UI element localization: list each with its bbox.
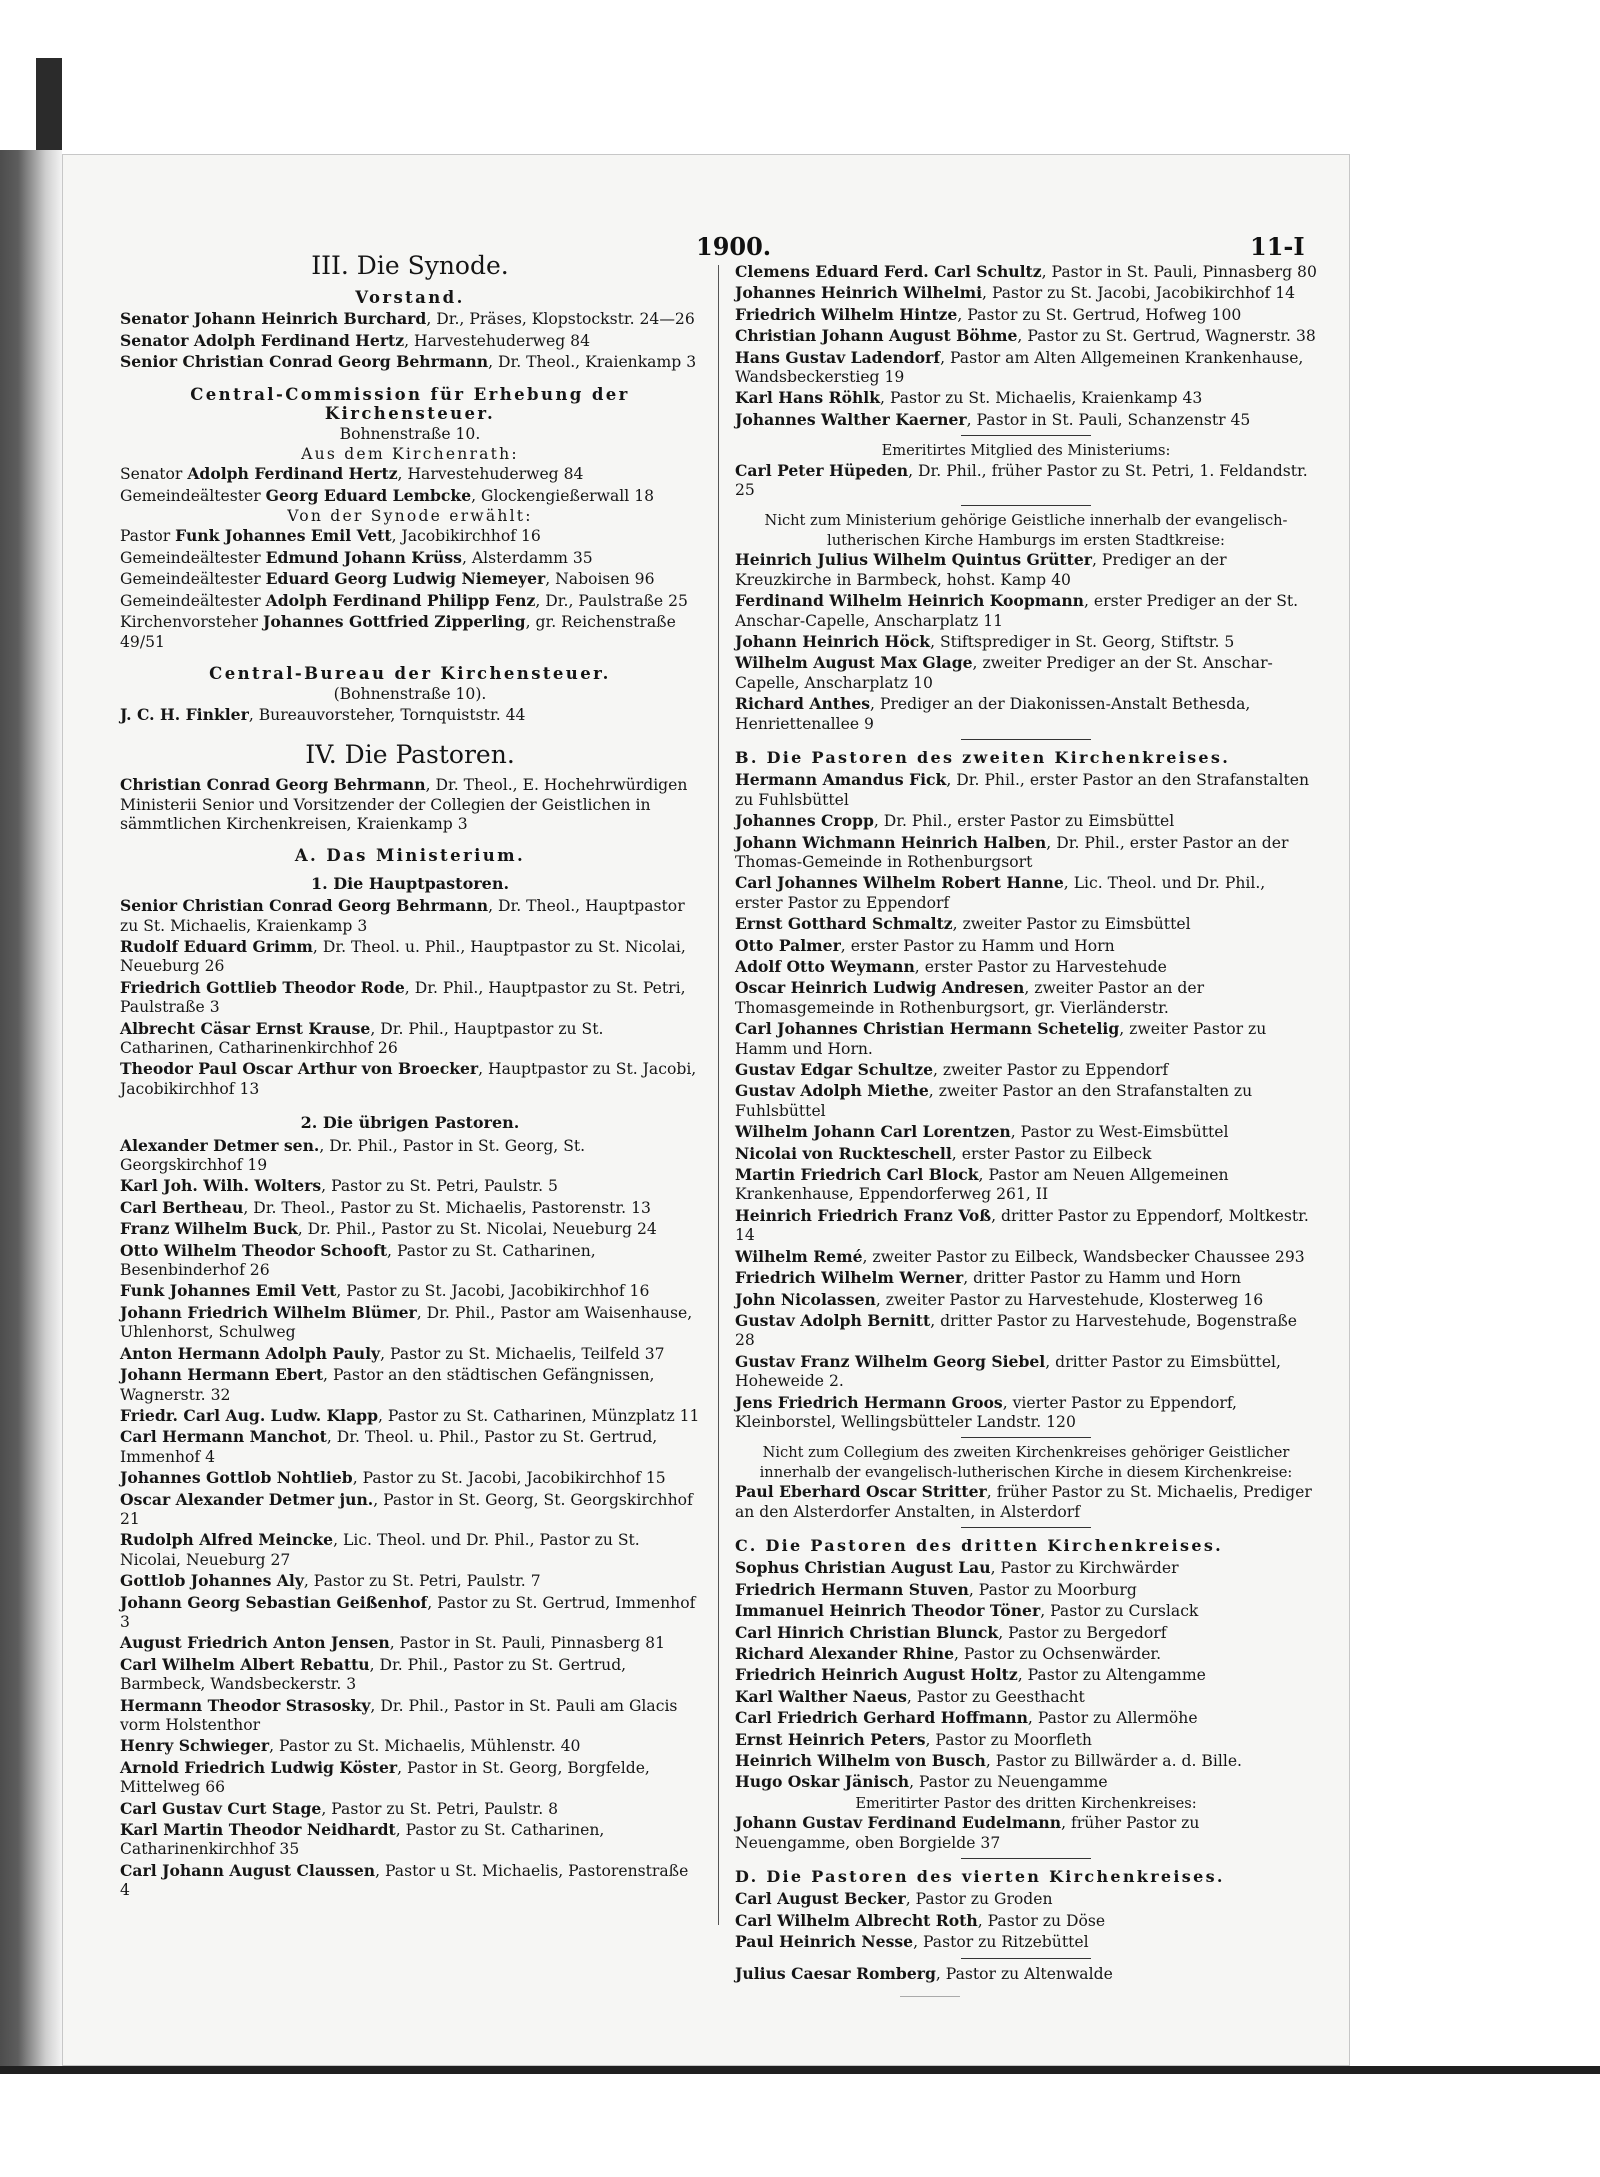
- directory-entry: Gemeindeältester Edmund Johann Krüss, Alsterdamm 35: [120, 547, 593, 567]
- directory-entry: Gemeindeältester Eduard Georg Ludwig Niemeyer, Naboisen 96: [120, 569, 655, 589]
- directory-entry: Rudolf Eduard Grimm, Dr. Theol. u. Phil., Hauptpastor zu St. Nicolai, Neueburg 26: [120, 936, 686, 976]
- directory-entry: Carl Johann August Claussen, Pastor u St. Michaelis, Pastorenstraße 4: [120, 1860, 689, 1900]
- separator-rule: [961, 505, 1091, 506]
- directory-entry: Wilhelm Remé, zweiter Pastor zu Eilbeck, Wandsbecker Chaussee 293: [735, 1246, 1305, 1266]
- directory-entry: Karl Joh. Wilh. Wolters, Pastor zu St. Petri, Paulstr. 5: [120, 1176, 558, 1196]
- directory-entry: Senator Adolph Ferdinand Hertz, Harvestehuderweg 84: [120, 330, 591, 350]
- synode-label: Von der Synode erwählt:: [287, 507, 533, 526]
- directory-entry: Hermann Amandus Fick, Dr. Phil., erster Pastor an den Strafanstalten zu Fuhlsbüttel: [735, 770, 1309, 809]
- synode-list: [120, 526, 700, 651]
- scan-border-top: [36, 58, 62, 158]
- directory-entry: Karl Martin Theodor Neidhardt, Pastor zu St. Catharinen, Catharinenkirchhof 35: [120, 1820, 605, 1859]
- directory-entry: Friedrich Gottlieb Theodor Rode, Dr. Phil., Hauptpastor zu St. Petri, Paulstraße 3: [120, 977, 686, 1017]
- directory-entry: Heinrich Julius Wilhelm Quintus Grütter, Prediger an der Kreuzkirche in Barmbeck, hohst. Kamp 40: [735, 550, 1227, 589]
- directory-entry: Karl Walther Naeus, Pastor zu Geesthacht: [735, 1686, 1085, 1706]
- bureau-title: Central-Bureau der Kirchensteuer.: [209, 663, 611, 683]
- directory-entry: Johann Georg Sebastian Geißenhof, Pastor zu St. Gertrud, Immenhof 3: [120, 1592, 696, 1631]
- directory-entry: Carl Bertheau, Dr. Theol., Pastor zu St. Michaelis, Pastorenstr. 13: [120, 1197, 651, 1217]
- section-d-list: [735, 1889, 1317, 1952]
- directory-entry: Oscar Heinrich Ludwig Andresen, zweiter Pastor an der Thomasgemeinde in Rothenburgsort, gr. Vierländerstr.: [735, 978, 1205, 1017]
- running-head-year: 1900.: [696, 232, 772, 261]
- separator-rule: [961, 1858, 1091, 1859]
- column-divider: [718, 265, 719, 1925]
- directory-entry: John Nicolassen, zweiter Pastor zu Harvestehude, Klosterweg 16: [735, 1289, 1264, 1309]
- kirchenrath-list: [120, 464, 700, 506]
- hauptpastoren-title: 1. Die Hauptpastoren.: [310, 873, 510, 893]
- vorstand-title: Vorstand.: [355, 288, 465, 307]
- directory-entry: Carl August Becker, Pastor zu Groden: [735, 1889, 1053, 1909]
- directory-entry: Arnold Friedrich Ludwig Köster, Pastor in St. Georg, Borgfelde, Mittelweg 66: [120, 1757, 650, 1797]
- bureau-address: (Bohnenstraße 10).: [333, 685, 487, 704]
- directory-entry: Henry Schwieger, Pastor zu St. Michaelis, Mühlenstr. 40: [120, 1736, 581, 1756]
- separator-rule: [961, 739, 1091, 740]
- directory-entry: Carl Wilhelm Albert Rebattu, Dr. Phil., Pastor zu St. Gertrud, Barmbeck, Wandsbeckerstr. 3: [120, 1654, 627, 1694]
- uebrige-list: [120, 1136, 700, 1901]
- directory-entry: Hugo Oskar Jänisch, Pastor zu Neuengamme: [735, 1772, 1108, 1792]
- ministerium-title: A. Das Ministerium.: [294, 846, 526, 866]
- section-b-title: B. Die Pastoren des zweiten Kirchenkreises.: [735, 747, 1231, 767]
- directory-entry: Sophus Christian August Lau, Pastor zu Kirchwärder: [735, 1558, 1179, 1578]
- directory-entry: Friedrich Heinrich August Holtz, Pastor zu Altengamme: [735, 1665, 1206, 1685]
- separator-rule: [961, 1527, 1091, 1528]
- c-emeritus-label: Emeritirter Pastor des dritten Kirchenkreises:: [855, 1794, 1197, 1812]
- directory-entry: Carl Hermann Manchot, Dr. Theol. u. Phil., Pastor zu St. Gertrud, Immenhof 4: [120, 1427, 658, 1466]
- directory-entry: Otto Wilhelm Theodor Schooft, Pastor zu St. Catharinen, Besenbinderhof 26: [120, 1240, 596, 1280]
- directory-entry: Johannes Cropp, Dr. Phil., erster Pastor zu Eimsbüttel: [735, 811, 1175, 831]
- directory-entry: Christian Johann August Böhme, Pastor zu St. Gertrud, Wagnerstr. 38: [735, 326, 1316, 346]
- pastoren-intro: [120, 775, 700, 834]
- directory-entry: Friedr. Carl Aug. Ludw. Klapp, Pastor zu St. Catharinen, Münzplatz 11: [120, 1405, 700, 1425]
- directory-entry: Gustav Edgar Schultze, zweiter Pastor zu Eppendorf: [735, 1060, 1169, 1080]
- section-c-title: C. Die Pastoren des dritten Kirchenkreises.: [735, 1535, 1223, 1555]
- directory-entry: Carl Johannes Wilhelm Robert Hanne, Lic. Theol. und Dr. Phil., erster Pastor zu Eppendorf: [735, 873, 1266, 912]
- directory-entry: Martin Friedrich Carl Block, Pastor am Neuen Allgemeinen Krankenhause, Eppendorferweg 261, II: [735, 1165, 1229, 1204]
- directory-entry: Gustav Adolph Miethe, zweiter Pastor an den Strafanstalten zu Fuhlsbüttel: [735, 1081, 1253, 1120]
- directory-entry: Paul Heinrich Nesse, Pastor zu Ritzebüttel: [735, 1932, 1089, 1952]
- scan-edge-left: [0, 150, 62, 2068]
- directory-entry: Carl Friedrich Gerhard Hoffmann, Pastor zu Allermöhe: [735, 1708, 1198, 1728]
- section-d-title: D. Die Pastoren des vierten Kirchenkreises.: [735, 1867, 1225, 1887]
- directory-entry: Senator Johann Heinrich Burchard, Dr., Präses, Klopstockstr. 24—26: [120, 309, 695, 329]
- directory-entry: Jens Friedrich Hermann Groos, vierter Pastor zu Eppendorf, Kleinborstel, Wellingsbütteler Landstr. 120: [735, 1392, 1237, 1431]
- directory-entry: Johannes Walther Kaerner, Pastor in St. Pauli, Schanzenstr 45: [735, 409, 1251, 429]
- final-list: [735, 1964, 1317, 1984]
- directory-entry: Johannes Heinrich Wilhelmi, Pastor zu St. Jacobi, Jacobikirchhof 14: [735, 283, 1296, 303]
- commission-address: Bohnenstraße 10.: [339, 425, 481, 444]
- directory-entry: Carl Hinrich Christian Blunck, Pastor zu Bergedorf: [735, 1622, 1167, 1642]
- directory-entry: Carl Peter Hüpeden, Dr. Phil., früher Pastor zu St. Petri, 1. Feldandstr. 25: [735, 460, 1308, 500]
- directory-entry: Oscar Alexander Detmer jun., Pastor in St. Georg, St. Georgskirchhof 21: [120, 1489, 693, 1528]
- directory-entry: Ernst Gotthard Schmaltz, zweiter Pastor zu Eimsbüttel: [735, 914, 1191, 934]
- right-column: [735, 242, 1317, 1997]
- directory-entry: Franz Wilhelm Buck, Dr. Phil., Pastor zu St. Nicolai, Neueburg 24: [120, 1219, 657, 1239]
- directory-entry: Johann Hermann Ebert, Pastor an den städtischen Gefängnissen, Wagnerstr. 32: [120, 1365, 655, 1404]
- directory-entry: Gemeindeältester Adolph Ferdinand Philipp Fenz, Dr., Paulstraße 25: [120, 590, 688, 610]
- section-title-synode: III. Die Synode.: [311, 251, 509, 280]
- directory-entry: Wilhelm August Max Glage, zweiter Prediger an der St. Anschar-Capelle, Anscharplatz 10: [735, 653, 1273, 692]
- directory-entry: Theodor Paul Oscar Arthur von Broecker, Hauptpastor zu St. Jacobi, Jacobikirchhof 13: [120, 1059, 697, 1098]
- directory-entry: Johann Gustav Ferdinand Eudelmann, früher Pastor zu Neuengamme, oben Borgielde 37: [735, 1813, 1200, 1852]
- separator-rule: [961, 435, 1091, 436]
- directory-entry: Johann Heinrich Höck, Stiftsprediger in St. Georg, Stiftstr. 5: [735, 631, 1235, 651]
- directory-entry: Friedrich Hermann Stuven, Pastor zu Moorburg: [735, 1579, 1137, 1599]
- directory-entry: Immanuel Heinrich Theodor Töner, Pastor zu Curslack: [735, 1601, 1199, 1621]
- nicht-collegium-list: [735, 1482, 1317, 1522]
- directory-entry: Anton Hermann Adolph Pauly, Pastor zu St. Michaelis, Teilfeld 37: [120, 1343, 665, 1363]
- emeritus-list: [735, 461, 1317, 501]
- directory-entry: Alexander Detmer sen., Dr. Phil., Pastor in St. Georg, St. Georgskirchhof 19: [120, 1135, 586, 1175]
- c-emeritus-list: [735, 1813, 1317, 1853]
- directory-entry: Karl Hans Röhlk, Pastor zu St. Michaelis, Kraienkamp 43: [735, 388, 1203, 408]
- commission-title: Central-Commission für Erhebung der Kirchensteuer.: [190, 384, 630, 424]
- directory-entry: Friedrich Wilhelm Werner, dritter Pastor zu Hamm und Horn: [735, 1268, 1242, 1288]
- directory-entry: Friedrich Wilhelm Hintze, Pastor zu St. Gertrud, Hofweg 100: [735, 304, 1242, 324]
- emeritus-label: Emeritirtes Mitglied des Ministeriums:: [881, 442, 1171, 460]
- pencil-mark: [900, 1996, 960, 1997]
- nicht-collegium-label: Nicht zum Collegium des zweiten Kirchenkreises gehöriger Geistlicher innerhalb der evangelisch-lutherischen Kirche in diesem Kirchenkreise:: [759, 1444, 1293, 1481]
- directory-entry: Carl Johannes Christian Hermann Schetelig, zweiter Pastor zu Hamm und Horn.: [735, 1019, 1267, 1058]
- directory-entry: Pastor Funk Johannes Emil Vett, Jacobikirchhof 16: [120, 526, 541, 546]
- nicht-ministerium-list: [735, 550, 1317, 734]
- directory-entry: Gustav Franz Wilhelm Georg Siebel, dritter Pastor zu Eimsbüttel, Hoheweide 2.: [735, 1351, 1281, 1391]
- page-number: 11-I: [1250, 232, 1305, 261]
- directory-entry: Clemens Eduard Ferd. Carl Schultz, Pastor in St. Pauli, Pinnasberg 80: [735, 262, 1317, 281]
- directory-entry: Otto Palmer, erster Pastor zu Hamm und Horn: [735, 935, 1115, 955]
- directory-entry: Johann Friedrich Wilhelm Blümer, Dr. Phil., Pastor am Waisenhause, Uhlenhorst, Schulweg: [120, 1302, 693, 1342]
- directory-entry: Gottlob Johannes Aly, Pastor zu St. Petri, Paulstr. 7: [120, 1571, 541, 1591]
- directory-entry: Julius Caesar Romberg, Pastor zu Altenwalde: [735, 1963, 1113, 1983]
- section-c-list: [735, 1558, 1317, 1792]
- directory-entry: Funk Johannes Emil Vett, Pastor zu St. Jacobi, Jacobikirchhof 16: [120, 1281, 650, 1301]
- directory-entry: Hans Gustav Ladendorf, Pastor am Alten Allgemeinen Krankenhause, Wandsbeckerstieg 19: [735, 347, 1304, 387]
- directory-entry: Senior Christian Conrad Georg Behrmann, Dr. Theol., Kraienkamp 3: [120, 352, 697, 372]
- directory-entry: Ernst Heinrich Peters, Pastor zu Moorfleth: [735, 1729, 1092, 1749]
- directory-entry: Christian Conrad Georg Behrmann, Dr. Theol., E. Hochehrwürdigen Ministerii Senior und Vorsitzender der Collegien der Geistlichen in sämmtlichen Kirchenkreisen, Kraienkamp 3: [120, 775, 688, 833]
- scan-edge-bottom: [0, 2066, 1600, 2074]
- directory-entry: Carl Wilhelm Albrecht Roth, Pastor zu Döse: [735, 1910, 1106, 1930]
- directory-entry: J. C. H. Finkler, Bureauvorsteher, Tornquiststr. 44: [120, 704, 526, 724]
- directory-entry: Senior Christian Conrad Georg Behrmann, Dr. Theol., Hauptpastor zu St. Michaelis, Kraienkamp 3: [120, 896, 685, 935]
- nicht-ministerium-label: Nicht zum Ministerium gehörige Geistliche innerhalb der evangelisch-lutherischen Kirche Hamburgs im ersten Stadtkreise:: [764, 512, 1288, 549]
- directory-entry: Richard Alexander Rhine, Pastor zu Ochsenwärder.: [735, 1644, 1162, 1663]
- ministerium-continued-list: [735, 262, 1317, 430]
- directory-entry: Albrecht Cäsar Ernst Krause, Dr. Phil., Hauptpastor zu St. Catharinen, Catharinenkirchhof 26: [120, 1018, 604, 1057]
- directory-entry: Richard Anthes, Prediger an der Diakonissen-Anstalt Bethesda, Henriettenallee 9: [735, 694, 1251, 733]
- directory-entry: Nicolai von Ruckteschell, erster Pastor zu Eilbeck: [735, 1143, 1152, 1163]
- directory-entry: Carl Gustav Curt Stage, Pastor zu St. Petri, Paulstr. 8: [120, 1798, 559, 1818]
- directory-entry: Kirchenvorsteher Johannes Gottfried Zipperling, gr. Reichenstraße 49/51: [120, 612, 676, 651]
- directory-entry: Adolf Otto Weymann, erster Pastor zu Harvestehude: [735, 957, 1167, 976]
- separator-rule: [961, 1958, 1091, 1959]
- directory-entry: Wilhelm Johann Carl Lorentzen, Pastor zu West-Eimsbüttel: [735, 1122, 1229, 1142]
- section-b-list: [735, 770, 1317, 1432]
- directory-entry: Johannes Gottlob Nohtlieb, Pastor zu St. Jacobi, Jacobikirchhof 15: [120, 1468, 666, 1488]
- directory-entry: Hermann Theodor Strasosky, Dr. Phil., Pastor in St. Pauli am Glacis vorm Holstenthor: [120, 1695, 678, 1734]
- left-column: [120, 242, 700, 1902]
- directory-entry: Senator Adolph Ferdinand Hertz, Harvestehuderweg 84: [120, 464, 584, 484]
- directory-entry: Rudolph Alfred Meincke, Lic. Theol. und Dr. Phil., Pastor zu St. Nicolai, Neueburg 27: [120, 1530, 640, 1569]
- directory-entry: Gemeindeältester Georg Eduard Lembcke, Glockengießerwall 18: [120, 485, 655, 505]
- directory-entry: Gustav Adolph Bernitt, dritter Pastor zu Harvestehude, Bogenstraße 28: [735, 1310, 1297, 1350]
- directory-entry: August Friedrich Anton Jensen, Pastor in St. Pauli, Pinnasberg 81: [120, 1633, 665, 1653]
- uebrige-title: 2. Die übrigen Pastoren.: [300, 1113, 520, 1133]
- directory-entry: Paul Eberhard Oscar Stritter, früher Pastor zu St. Michaelis, Prediger an den Alsterdorfer Anstalten, in Alsterdorf: [735, 1482, 1312, 1521]
- hauptpastoren-list: [120, 896, 700, 1099]
- directory-entry: Heinrich Friedrich Franz Voß, dritter Pastor zu Eppendorf, Moltkestr. 14: [735, 1205, 1309, 1245]
- vorstand-list: [120, 309, 700, 372]
- directory-entry: Heinrich Wilhelm von Busch, Pastor zu Billwärder a. d. Bille.: [735, 1751, 1243, 1771]
- separator-rule: [961, 1437, 1091, 1438]
- directory-entry: Ferdinand Wilhelm Heinrich Koopmann, erster Prediger an der St. Anschar-Capelle, Anscharplatz 11: [735, 591, 1299, 630]
- section-title-pastoren: IV. Die Pastoren.: [305, 740, 515, 770]
- kirchenrath-label: Aus dem Kirchenrath:: [301, 444, 519, 463]
- bureau-list: [120, 705, 700, 725]
- directory-entry: Johann Wichmann Heinrich Halben, Dr. Phil., erster Pastor an der Thomas-Gemeinde in Rothenburgsort: [735, 832, 1289, 871]
